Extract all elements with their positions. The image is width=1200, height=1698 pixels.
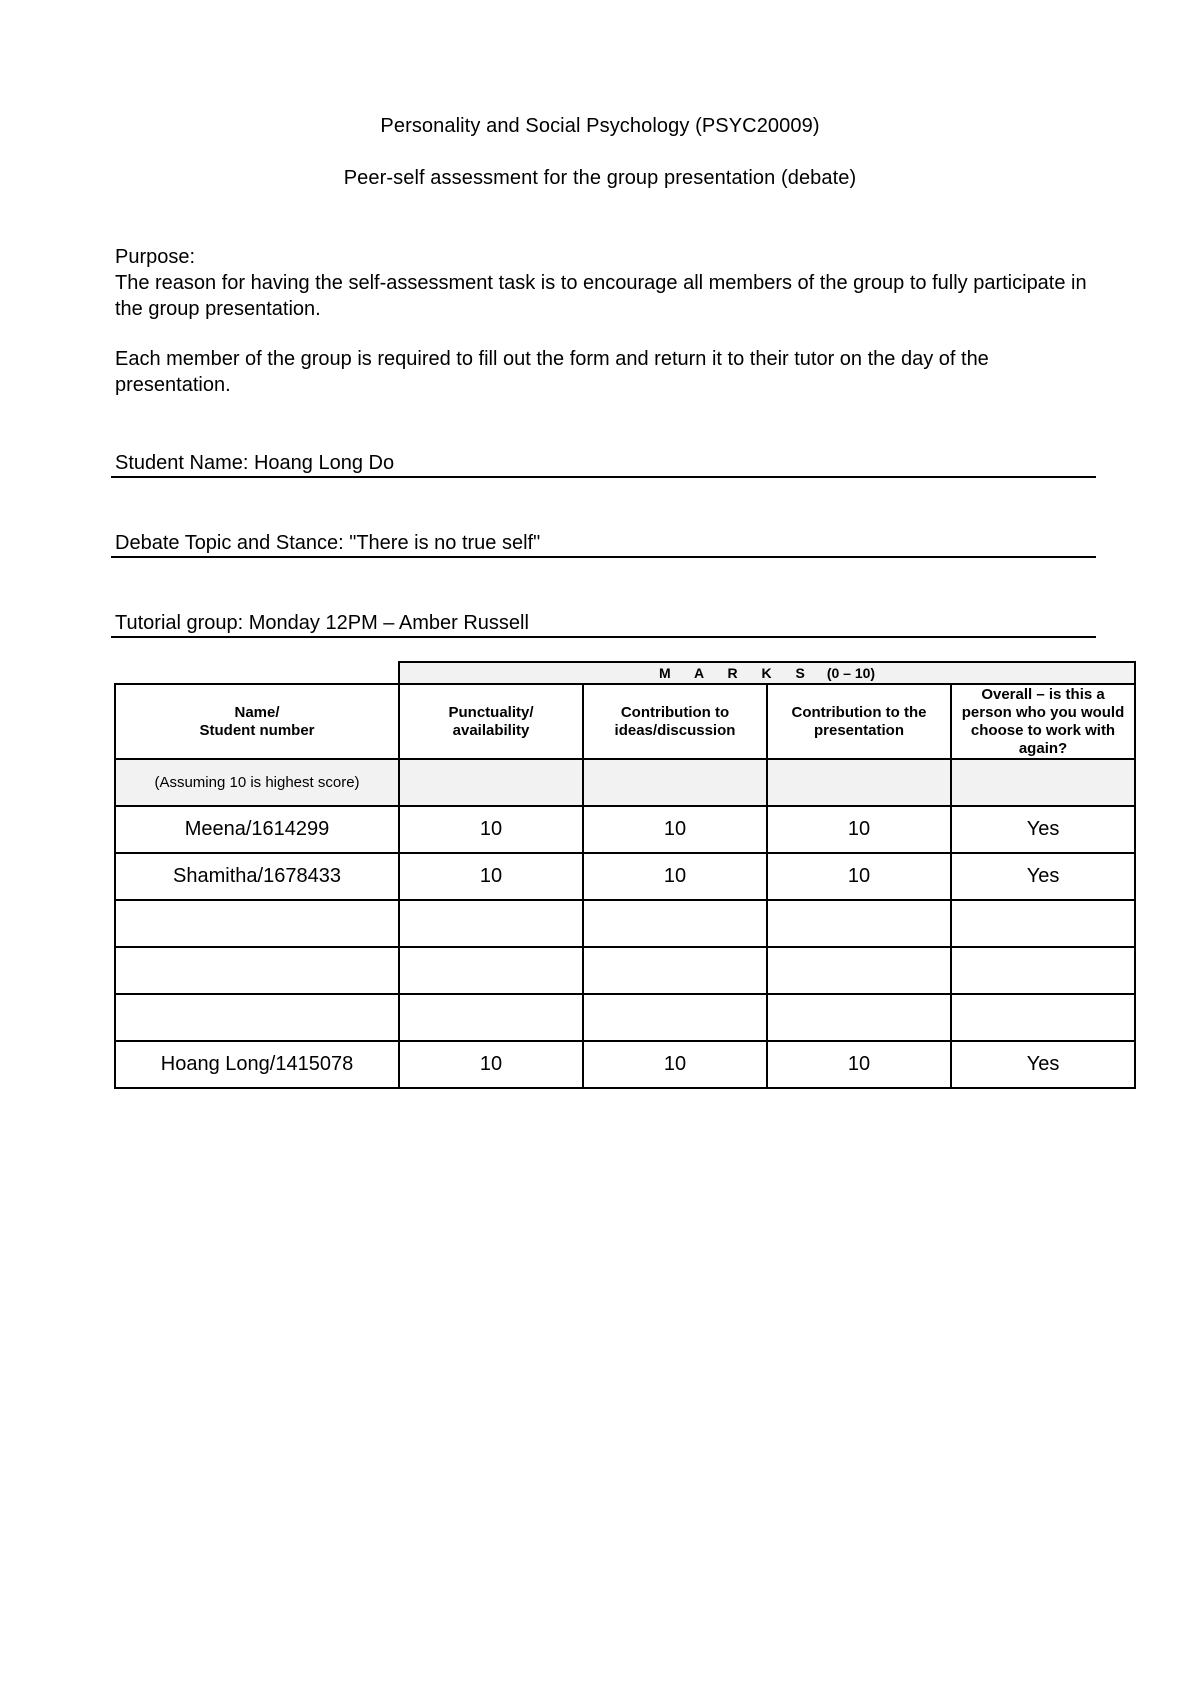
header-presentation: [767, 684, 951, 759]
header-presentation-line1: Contribution to the: [791, 703, 927, 721]
cell-name[interactable]: [115, 994, 399, 1041]
cell-presentation[interactable]: 10: [767, 1041, 951, 1088]
cell-punctuality[interactable]: 10: [399, 806, 583, 853]
header-name: [115, 684, 399, 759]
student-name-field[interactable]: Student Name: Hoang Long Do: [111, 448, 1096, 478]
table-row: [115, 1041, 1135, 1088]
cell-presentation[interactable]: 10: [767, 806, 951, 853]
header-presentation-line2: presentation: [813, 721, 904, 739]
marks-range: (0 – 10): [826, 665, 876, 681]
note-blank-cell: [583, 759, 767, 806]
table-row: [115, 853, 1135, 900]
table-row: [115, 806, 1135, 853]
cell-name[interactable]: [115, 947, 399, 994]
cell-punctuality[interactable]: 10: [399, 1041, 583, 1088]
cell-presentation[interactable]: [767, 994, 951, 1041]
cell-presentation[interactable]: 10: [767, 853, 951, 900]
header-overall: Overall – is this a person who you would choose to work with again?: [951, 684, 1135, 759]
header-ideas-line2: ideas/discussion: [614, 721, 736, 739]
header-name-line2: Student number: [199, 721, 315, 739]
document-subtitle: Peer-self assessment for the group presentation (debate): [343, 167, 857, 189]
scoring-note-row: [115, 759, 1135, 806]
table-row: [115, 994, 1135, 1041]
marks-band-header: [399, 662, 1135, 684]
marks-band-row: [115, 662, 1135, 684]
marks-label: M A R K S: [658, 665, 815, 681]
cell-presentation[interactable]: [767, 900, 951, 947]
scoring-note: (Assuming 10 is highest score): [115, 759, 399, 806]
cell-punctuality[interactable]: [399, 994, 583, 1041]
cell-overall[interactable]: [951, 994, 1135, 1041]
cell-punctuality[interactable]: 10: [399, 853, 583, 900]
note-blank-cell: [399, 759, 583, 806]
table-row: [115, 947, 1135, 994]
cell-name[interactable]: Hoang Long/1415078: [115, 1041, 399, 1088]
purpose-heading: Purpose:: [115, 246, 196, 268]
tutorial-group-field[interactable]: Tutorial group: Monday 12PM – Amber Russell: [111, 608, 1096, 638]
cell-name[interactable]: [115, 900, 399, 947]
cell-overall[interactable]: Yes: [951, 853, 1135, 900]
column-header-row: [115, 684, 1135, 759]
header-punctuality-line1: Punctuality/: [448, 703, 534, 721]
instructions-paragraph: Each member of the group is required to fill out the form and return it to their tutor on the day of the presentation.: [115, 348, 989, 396]
header-name-line1: Name/: [234, 703, 280, 721]
cell-ideas[interactable]: [583, 994, 767, 1041]
cell-overall[interactable]: Yes: [951, 806, 1135, 853]
header-ideas: [583, 684, 767, 759]
cell-name[interactable]: Meena/1614299: [115, 806, 399, 853]
cell-punctuality[interactable]: [399, 947, 583, 994]
cell-overall[interactable]: Yes: [951, 1041, 1135, 1088]
marks-table: [114, 661, 1136, 1089]
cell-punctuality[interactable]: [399, 900, 583, 947]
header-punctuality-line2: availability: [452, 721, 530, 739]
note-blank-cell: [767, 759, 951, 806]
table-row: [115, 900, 1135, 947]
cell-ideas[interactable]: [583, 900, 767, 947]
cell-ideas[interactable]: 10: [583, 853, 767, 900]
cell-name[interactable]: Shamitha/1678433: [115, 853, 399, 900]
purpose-paragraph: The reason for having the self-assessment task is to encourage all members of the group to fully participate in the group presentation.: [115, 272, 1087, 320]
cell-ideas[interactable]: 10: [583, 1041, 767, 1088]
cell-ideas[interactable]: [583, 947, 767, 994]
cell-presentation[interactable]: [767, 947, 951, 994]
purpose-section: [115, 244, 1090, 322]
cell-overall[interactable]: [951, 947, 1135, 994]
course-title: Personality and Social Psychology (PSYC20009): [380, 115, 820, 137]
header-ideas-line1: Contribution to: [620, 703, 730, 721]
cell-ideas[interactable]: 10: [583, 806, 767, 853]
cell-overall[interactable]: [951, 900, 1135, 947]
debate-topic-field[interactable]: Debate Topic and Stance: "There is no true self": [111, 528, 1096, 558]
header-punctuality: [399, 684, 583, 759]
note-blank-cell: [951, 759, 1135, 806]
blank-corner-cell: [115, 662, 399, 684]
